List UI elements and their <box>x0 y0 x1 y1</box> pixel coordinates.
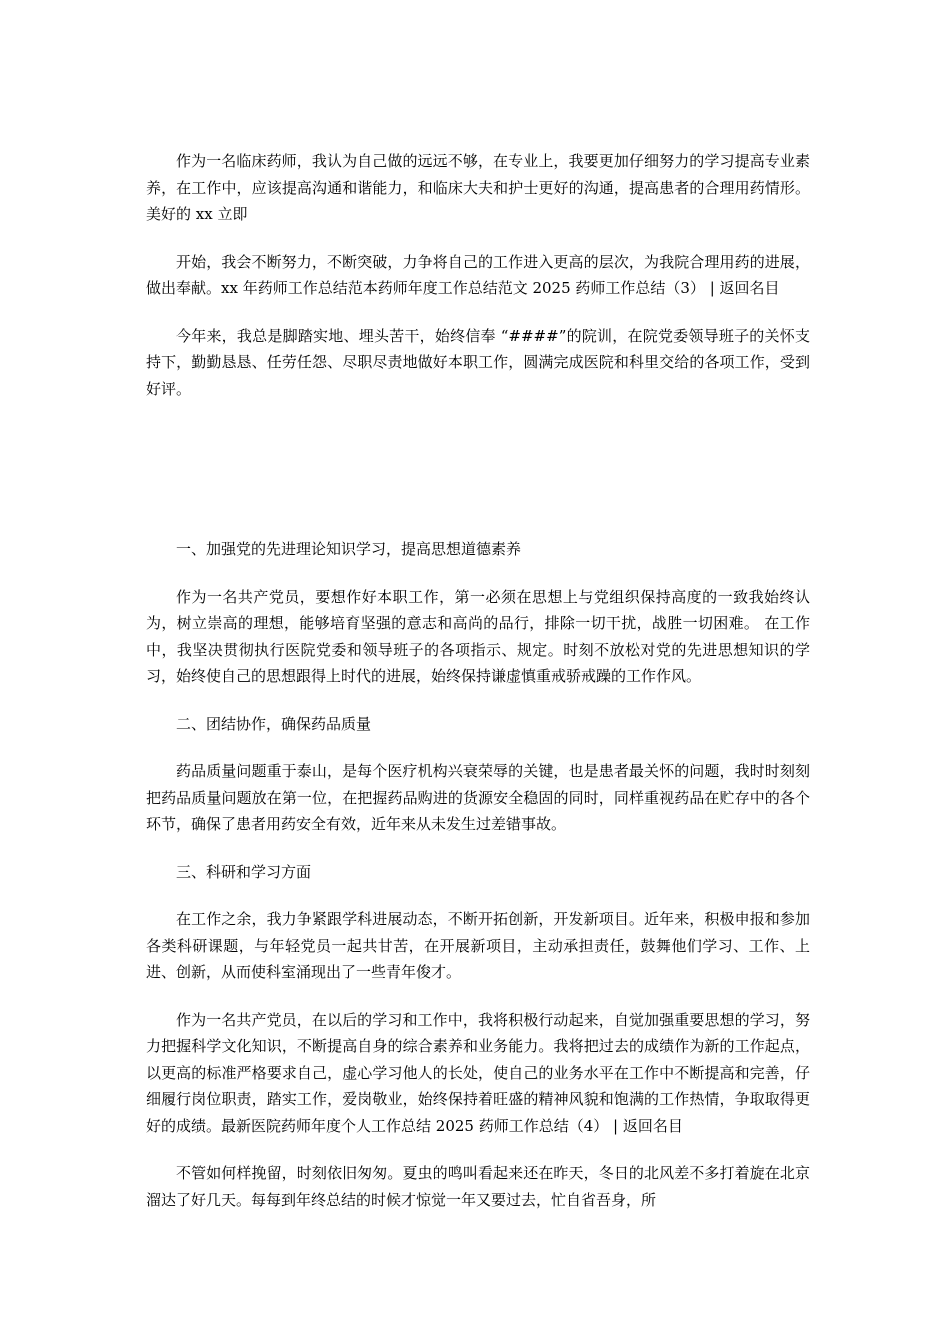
paragraph-clinical-pharmacist: 作为一名临床药师，我认为自己做的远远不够，在专业上，我要更加仔细努力的学习提高专业素养，在工作中，应该提高沟通和谐能力，和临床大夫和护士更好的沟通，提高患者的合理用药情形。美好的 xx 立即 <box>146 152 810 223</box>
blank-gap <box>146 423 810 536</box>
closing-paragraph: 作为一名共产党员，在以后的学习和工作中，我将积极行动起来，自觉加强重要思想的学习，努力把握科学文化知识，不断提高自身的综合素养和业务能力。我将把过去的成绩作为新的工作起点，以更高的标准严格要求自己，虚心学习他人的长处，使自己的业务水平在工作中不断提高和完善，仔细履行岗位职责，踏实工作，爱岗敬业，始终保持着旺盛的精神风貌和饱满的工作热情，争取取得更好的成绩。最新医院药师年度个人工作总结 2025 药师工作总结（4） | 返回名目 <box>146 1010 810 1135</box>
section-heading-3: 三、科研和学习方面 <box>176 862 312 881</box>
document-page <box>146 148 810 1234</box>
section-heading-2: 二、团结协作，确保药品质量 <box>176 714 372 733</box>
final-paragraph: 不管如何样挽留，时刻依旧匆匆。夏虫的鸣叫看起来还在昨天，冬日的北风差不多打着旋在北京溜达了好几天。每每到年终总结的时候才惊觉一年又要过去，忙自省吾身，所 <box>146 1164 810 1209</box>
section-body-2: 药品质量问题重于泰山，是每个医疗机构兴衰荣辱的关键，也是患者最关怀的问题，我时时刻刻把药品质量问题放在第一位，在把握药品购进的货源安全稳固的同时，同样重视药品在贮存中的各个环节，确保了患者用药安全有效，近年来从未发生过差错事故。 <box>146 762 810 833</box>
section-heading-1: 一、加强党的先进理论知识学习，提高思想道德素养 <box>176 540 522 558</box>
section-body-1: 作为一名共产党员，要想作好本职工作，第一必须在思想上与党组织保持高度的一致我始终认为，树立崇高的理想，能够培育坚强的意志和高尚的品行，排除一切干扰，战胜一切困难。 在工作中，我坚决贯彻执行医院党委和领导班子的各项指示、规定。时刻不放松对党的先进思想知识的学习，始终使自己的思想跟得上时代的进展，始终保持谦虚慎重戒骄戒躁的工作作风。 <box>146 587 810 685</box>
section-body-3: 在工作之余，我力争紧跟学科进展动态，不断开拓创新，开发新项目。近年来，积极申报和参加各类科研课题，与年轻党员一起共甘苦，在开展新项目，主动承担责任，鼓舞他们学习、工作、上进、创新，从而使科室涌现出了一些青年俊才。 <box>146 910 810 981</box>
paragraph-this-year: 今年来，我总是脚踏实地、埋头苦干，始终信奉 “####”的院训，在院党委领导班子的关怀支持下，勤勤恳恳、任劳任怨、尽职尽责地做好本职工作，圆满完成医院和科里交给的各项工作，受到好评。 <box>146 326 810 398</box>
paragraph-continue-effort: 开始，我会不断努力，不断突破，力争将自己的工作进入更高的层次，为我院合理用药的进展，做出奉献。xx 年药师工作总结范本药师年度工作总结范文 2025 药师工作总结（3） | 返回名目 <box>146 252 810 297</box>
